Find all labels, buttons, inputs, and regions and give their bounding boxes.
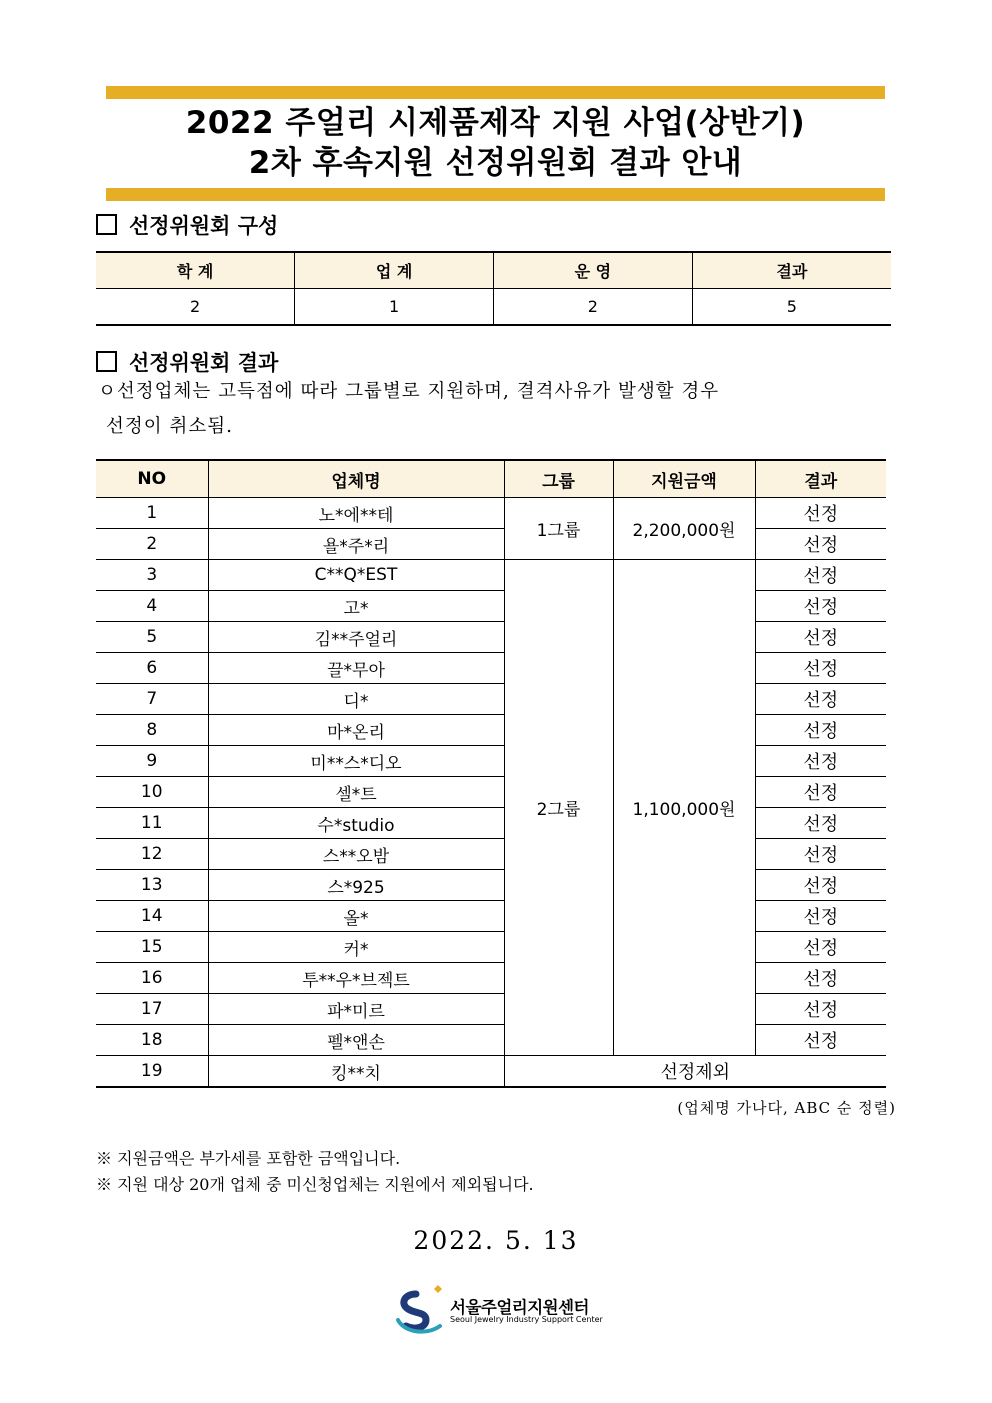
- row-result: 선정: [755, 839, 886, 870]
- logo-name: 서울주얼리지원센터: [450, 1298, 589, 1317]
- table-row: [96, 901, 886, 932]
- row-result: 선정: [755, 653, 886, 684]
- table-row: [96, 1056, 886, 1088]
- organization-logo: [394, 1280, 604, 1340]
- table-row: [96, 529, 886, 560]
- title-block: [106, 86, 885, 201]
- table-row: [96, 839, 886, 870]
- footnote-exclusion: ※ 지원 대상 20개 업체 중 미신청업체는 지원에서 제외됩니다.: [96, 1175, 534, 1194]
- committee-value-row: [96, 289, 891, 326]
- committee-value-operation: 2: [494, 289, 693, 326]
- row-no: 9: [96, 746, 208, 777]
- row-no: 12: [96, 839, 208, 870]
- committee-value-total: 5: [692, 289, 891, 326]
- row-result: 선정: [755, 684, 886, 715]
- row-result: 선정: [755, 1025, 886, 1056]
- group-1-name: 1그룹: [504, 498, 613, 560]
- table-row: [96, 653, 886, 684]
- row-result-excluded: 선정제외: [504, 1056, 886, 1088]
- section-heading-committee: [96, 210, 278, 240]
- row-result: 선정: [755, 529, 886, 560]
- logo-mark-icon: [394, 1280, 450, 1340]
- row-result: 선정: [755, 622, 886, 653]
- row-result: 선정: [755, 498, 886, 529]
- table-row: [96, 963, 886, 994]
- row-no: 7: [96, 684, 208, 715]
- table-row: [96, 746, 886, 777]
- row-result: 선정: [755, 932, 886, 963]
- sort-note: (업체명 가나다, ABC 순 정렬): [677, 1099, 896, 1117]
- row-result: 선정: [755, 870, 886, 901]
- committee-value-academia: 2: [96, 289, 295, 326]
- row-company: 노*에**테: [208, 498, 504, 529]
- row-company: 투**우*브젝트: [208, 963, 504, 994]
- row-no: 6: [96, 653, 208, 684]
- row-result: 선정: [755, 901, 886, 932]
- row-no: 19: [96, 1056, 208, 1088]
- section-heading-results: [96, 347, 278, 377]
- row-result: 선정: [755, 963, 886, 994]
- row-no: 2: [96, 529, 208, 560]
- row-no: 5: [96, 622, 208, 653]
- row-no: 8: [96, 715, 208, 746]
- table-row: [96, 1025, 886, 1056]
- table-row: [96, 591, 886, 622]
- table-row: [96, 715, 886, 746]
- row-company: 끌*무아: [208, 653, 504, 684]
- document-date: 2022. 5. 13: [413, 1226, 579, 1255]
- row-no: 10: [96, 777, 208, 808]
- row-company: 커*: [208, 932, 504, 963]
- row-company: 킹**치: [208, 1056, 504, 1088]
- committee-table: [96, 251, 891, 326]
- row-no: 13: [96, 870, 208, 901]
- row-company: 셀*트: [208, 777, 504, 808]
- row-company: 파*미르: [208, 994, 504, 1025]
- row-company: 김**주얼리: [208, 622, 504, 653]
- results-header-row: [96, 460, 886, 498]
- committee-header-academia: 학 계: [96, 252, 295, 289]
- document-title: [106, 99, 885, 188]
- results-header-result: 결과: [755, 460, 886, 498]
- row-company: 마*온리: [208, 715, 504, 746]
- checkbox-icon: [96, 351, 117, 372]
- section-heading-results-label: 선정위원회 결과: [129, 350, 279, 375]
- row-no: 18: [96, 1025, 208, 1056]
- row-result: 선정: [755, 808, 886, 839]
- row-company: 디*: [208, 684, 504, 715]
- committee-value-industry: 1: [295, 289, 494, 326]
- selection-note-line-2: 선정이 취소됨.: [106, 416, 233, 437]
- row-no: 3: [96, 560, 208, 591]
- footnotes: [96, 1146, 534, 1198]
- results-table: [96, 459, 886, 1088]
- results-header-no: NO: [96, 460, 208, 498]
- committee-header-row: [96, 252, 891, 289]
- row-no: 4: [96, 591, 208, 622]
- table-row: [96, 994, 886, 1025]
- group-1-amount: 2,200,000원: [613, 498, 755, 560]
- row-company: 올*: [208, 901, 504, 932]
- selection-note-line-1: ㅇ선정업체는 고득점에 따라 그룹별로 지원하며, 결격사유가 발생할 경우: [98, 381, 720, 402]
- row-company: 수*studio: [208, 808, 504, 839]
- row-company: 고*: [208, 591, 504, 622]
- title-top-bar: [106, 86, 885, 99]
- row-company: C**Q*EST: [208, 560, 504, 591]
- committee-header-total: 결과: [692, 252, 891, 289]
- table-row: [96, 808, 886, 839]
- row-no: 16: [96, 963, 208, 994]
- table-row: [96, 932, 886, 963]
- footnote-vat: ※ 지원금액은 부가세를 포함한 금액입니다.: [96, 1149, 401, 1168]
- table-row: [96, 560, 886, 591]
- results-header-group: 그룹: [504, 460, 613, 498]
- results-header-company: 업체명: [208, 460, 504, 498]
- row-result: 선정: [755, 560, 886, 591]
- table-row: [96, 777, 886, 808]
- title-bottom-bar: [106, 188, 885, 201]
- row-no: 15: [96, 932, 208, 963]
- section-heading-committee-label: 선정위원회 구성: [129, 213, 279, 238]
- row-company: 스*925: [208, 870, 504, 901]
- row-result: 선정: [755, 777, 886, 808]
- checkbox-icon: [96, 214, 117, 235]
- row-company: 스**오밤: [208, 839, 504, 870]
- committee-header-operation: 운 영: [494, 252, 693, 289]
- row-company: 펠*앤손: [208, 1025, 504, 1056]
- results-header-amount: 지원금액: [613, 460, 755, 498]
- table-row: [96, 622, 886, 653]
- row-no: 14: [96, 901, 208, 932]
- logo-subtitle: Seoul Jewelry Industry Support Center: [450, 1315, 603, 1324]
- row-no: 11: [96, 808, 208, 839]
- table-row: [96, 684, 886, 715]
- row-result: 선정: [755, 746, 886, 777]
- row-result: 선정: [755, 994, 886, 1025]
- table-row: [96, 870, 886, 901]
- row-no: 17: [96, 994, 208, 1025]
- row-company: 미**스*디오: [208, 746, 504, 777]
- row-result: 선정: [755, 591, 886, 622]
- table-row: [96, 498, 886, 529]
- row-no: 1: [96, 498, 208, 529]
- group-2-name: 2그룹: [504, 560, 613, 1056]
- committee-header-industry: 업 계: [295, 252, 494, 289]
- row-result: 선정: [755, 715, 886, 746]
- title-line-2: 2차 후속지원 선정위원회 결과 안내: [248, 145, 743, 181]
- title-line-1: 2022 주얼리 시제품제작 지원 사업(상반기): [185, 105, 806, 141]
- row-company: 욜*주*리: [208, 529, 504, 560]
- group-2-amount: 1,100,000원: [613, 560, 755, 1056]
